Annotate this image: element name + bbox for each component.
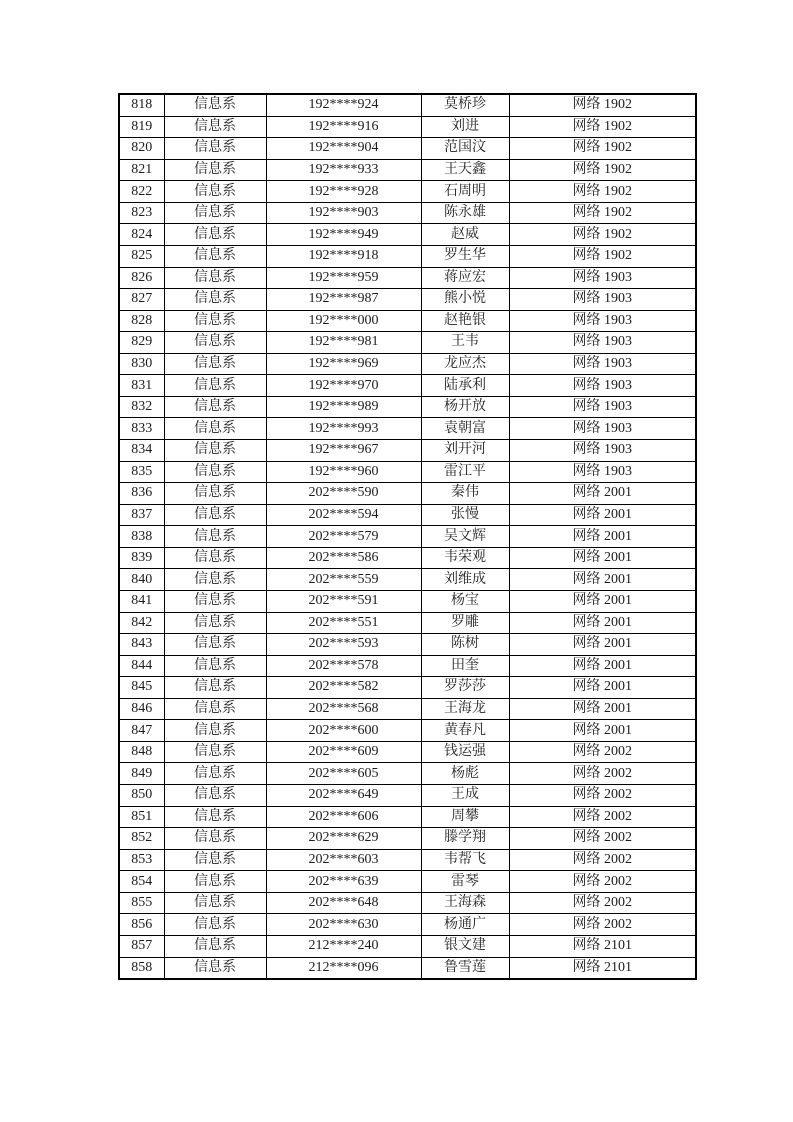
cell-class-name: 网络 1902 (509, 245, 696, 267)
cell-student-id: 192****916 (266, 116, 421, 138)
cell-class-name: 网络 2002 (509, 741, 696, 763)
cell-department: 信息系 (164, 634, 266, 656)
cell-class-name: 网络 1903 (509, 267, 696, 289)
table-row (119, 181, 696, 203)
cell-student-id: 192****970 (266, 375, 421, 397)
cell-department: 信息系 (164, 547, 266, 569)
cell-student-id: 192****918 (266, 245, 421, 267)
table-row (119, 741, 696, 763)
cell-row-number: 823 (119, 202, 164, 224)
table-row (119, 461, 696, 483)
table-row (119, 267, 696, 289)
table-row (119, 202, 696, 224)
cell-row-number: 848 (119, 741, 164, 763)
table-row (119, 892, 696, 914)
cell-class-name: 网络 1902 (509, 202, 696, 224)
cell-student-id: 192****949 (266, 224, 421, 246)
cell-row-number: 820 (119, 138, 164, 160)
cell-student-name: 王韦 (421, 332, 509, 354)
cell-row-number: 853 (119, 849, 164, 871)
cell-department: 信息系 (164, 677, 266, 699)
cell-class-name: 网络 1903 (509, 396, 696, 418)
cell-student-name: 韦帮飞 (421, 849, 509, 871)
cell-department: 信息系 (164, 224, 266, 246)
cell-department: 信息系 (164, 569, 266, 591)
cell-row-number: 855 (119, 892, 164, 914)
cell-department: 信息系 (164, 181, 266, 203)
cell-student-id: 192****903 (266, 202, 421, 224)
cell-class-name: 网络 1903 (509, 440, 696, 462)
table-row (119, 634, 696, 656)
cell-student-name: 杨开放 (421, 396, 509, 418)
cell-department: 信息系 (164, 849, 266, 871)
cell-student-id: 202****568 (266, 698, 421, 720)
cell-row-number: 829 (119, 332, 164, 354)
cell-student-name: 田奎 (421, 655, 509, 677)
cell-class-name: 网络 1903 (509, 461, 696, 483)
cell-student-id: 202****586 (266, 547, 421, 569)
cell-student-id: 202****629 (266, 828, 421, 850)
cell-class-name: 网络 2001 (509, 698, 696, 720)
cell-student-id: 202****630 (266, 914, 421, 936)
cell-row-number: 824 (119, 224, 164, 246)
cell-student-name: 银文建 (421, 935, 509, 957)
cell-student-name: 杨彪 (421, 763, 509, 785)
cell-student-name: 蒋应宏 (421, 267, 509, 289)
table-row (119, 806, 696, 828)
cell-class-name: 网络 1903 (509, 289, 696, 311)
cell-department: 信息系 (164, 202, 266, 224)
table-row (119, 957, 696, 979)
cell-student-name: 王海龙 (421, 698, 509, 720)
cell-row-number: 825 (119, 245, 164, 267)
table-row (119, 310, 696, 332)
cell-row-number: 856 (119, 914, 164, 936)
cell-student-id: 202****603 (266, 849, 421, 871)
cell-department: 信息系 (164, 871, 266, 893)
cell-department: 信息系 (164, 159, 266, 181)
table-row (119, 590, 696, 612)
cell-row-number: 843 (119, 634, 164, 656)
cell-row-number: 818 (119, 94, 164, 116)
cell-student-name: 陈树 (421, 634, 509, 656)
cell-student-name: 王天鑫 (421, 159, 509, 181)
cell-student-id: 192****993 (266, 418, 421, 440)
cell-student-name: 滕学翔 (421, 828, 509, 850)
cell-class-name: 网络 1902 (509, 94, 696, 116)
table-row (119, 569, 696, 591)
student-roster-table (118, 93, 697, 980)
cell-student-name: 杨宝 (421, 590, 509, 612)
cell-row-number: 836 (119, 483, 164, 505)
cell-department: 信息系 (164, 526, 266, 548)
table-row (119, 785, 696, 807)
cell-student-name: 吴文辉 (421, 526, 509, 548)
cell-student-id: 202****594 (266, 504, 421, 526)
cell-class-name: 网络 1903 (509, 353, 696, 375)
cell-student-name: 秦伟 (421, 483, 509, 505)
cell-class-name: 网络 1903 (509, 310, 696, 332)
cell-department: 信息系 (164, 741, 266, 763)
cell-student-id: 192****904 (266, 138, 421, 160)
table-row (119, 504, 696, 526)
cell-class-name: 网络 2101 (509, 957, 696, 979)
cell-department: 信息系 (164, 590, 266, 612)
cell-student-id: 202****590 (266, 483, 421, 505)
cell-student-id: 202****606 (266, 806, 421, 828)
cell-student-name: 袁朝富 (421, 418, 509, 440)
cell-row-number: 846 (119, 698, 164, 720)
cell-student-id: 202****578 (266, 655, 421, 677)
cell-department: 信息系 (164, 353, 266, 375)
cell-row-number: 841 (119, 590, 164, 612)
cell-department: 信息系 (164, 763, 266, 785)
table-row (119, 849, 696, 871)
table-row (119, 720, 696, 742)
cell-student-id: 192****987 (266, 289, 421, 311)
cell-department: 信息系 (164, 116, 266, 138)
table-row (119, 526, 696, 548)
cell-department: 信息系 (164, 957, 266, 979)
cell-student-id: 202****605 (266, 763, 421, 785)
cell-department: 信息系 (164, 461, 266, 483)
cell-row-number: 838 (119, 526, 164, 548)
cell-student-name: 钱运强 (421, 741, 509, 763)
cell-student-id: 202****649 (266, 785, 421, 807)
table-row (119, 245, 696, 267)
table-row (119, 94, 696, 116)
cell-department: 信息系 (164, 332, 266, 354)
table-row (119, 483, 696, 505)
cell-class-name: 网络 2002 (509, 806, 696, 828)
cell-department: 信息系 (164, 828, 266, 850)
cell-student-name: 赵艳银 (421, 310, 509, 332)
cell-student-id: 192****928 (266, 181, 421, 203)
cell-class-name: 网络 2001 (509, 526, 696, 548)
cell-student-name: 鲁雪莲 (421, 957, 509, 979)
cell-student-name: 黄春凡 (421, 720, 509, 742)
cell-row-number: 834 (119, 440, 164, 462)
cell-row-number: 849 (119, 763, 164, 785)
cell-class-name: 网络 2002 (509, 892, 696, 914)
cell-class-name: 网络 2001 (509, 655, 696, 677)
cell-row-number: 830 (119, 353, 164, 375)
cell-row-number: 845 (119, 677, 164, 699)
cell-student-name: 刘进 (421, 116, 509, 138)
table-row (119, 547, 696, 569)
table-row (119, 138, 696, 160)
cell-department: 信息系 (164, 483, 266, 505)
cell-student-id: 202****593 (266, 634, 421, 656)
cell-row-number: 840 (119, 569, 164, 591)
cell-student-id: 202****591 (266, 590, 421, 612)
cell-department: 信息系 (164, 440, 266, 462)
table-row (119, 935, 696, 957)
table-row (119, 332, 696, 354)
cell-student-id: 192****924 (266, 94, 421, 116)
cell-row-number: 852 (119, 828, 164, 850)
cell-row-number: 835 (119, 461, 164, 483)
cell-student-name: 石周明 (421, 181, 509, 203)
cell-student-id: 192****933 (266, 159, 421, 181)
cell-row-number: 851 (119, 806, 164, 828)
cell-class-name: 网络 2001 (509, 677, 696, 699)
cell-class-name: 网络 1903 (509, 375, 696, 397)
cell-student-id: 192****000 (266, 310, 421, 332)
cell-class-name: 网络 2001 (509, 612, 696, 634)
cell-student-name: 罗莎莎 (421, 677, 509, 699)
cell-department: 信息系 (164, 892, 266, 914)
cell-class-name: 网络 2001 (509, 483, 696, 505)
cell-class-name: 网络 2001 (509, 720, 696, 742)
cell-row-number: 857 (119, 935, 164, 957)
table-row (119, 828, 696, 850)
cell-student-id: 192****981 (266, 332, 421, 354)
table-row (119, 224, 696, 246)
table-row (119, 763, 696, 785)
table-row (119, 375, 696, 397)
cell-student-name: 赵威 (421, 224, 509, 246)
cell-class-name: 网络 1903 (509, 418, 696, 440)
cell-student-id: 192****960 (266, 461, 421, 483)
cell-row-number: 854 (119, 871, 164, 893)
cell-student-id: 212****240 (266, 935, 421, 957)
cell-class-name: 网络 1902 (509, 138, 696, 160)
table-row (119, 655, 696, 677)
cell-class-name: 网络 2001 (509, 504, 696, 526)
cell-department: 信息系 (164, 267, 266, 289)
cell-class-name: 网络 2002 (509, 828, 696, 850)
cell-row-number: 839 (119, 547, 164, 569)
cell-student-name: 张慢 (421, 504, 509, 526)
cell-student-name: 莫桥珍 (421, 94, 509, 116)
cell-student-name: 雷江平 (421, 461, 509, 483)
cell-student-name: 韦荣观 (421, 547, 509, 569)
cell-row-number: 850 (119, 785, 164, 807)
cell-row-number: 831 (119, 375, 164, 397)
roster-table-body (119, 94, 696, 979)
table-row (119, 677, 696, 699)
cell-student-id: 202****609 (266, 741, 421, 763)
cell-class-name: 网络 2101 (509, 935, 696, 957)
cell-student-id: 202****579 (266, 526, 421, 548)
cell-class-name: 网络 2002 (509, 785, 696, 807)
cell-student-name: 王成 (421, 785, 509, 807)
cell-class-name: 网络 1902 (509, 116, 696, 138)
cell-student-name: 罗雕 (421, 612, 509, 634)
cell-student-id: 192****959 (266, 267, 421, 289)
cell-department: 信息系 (164, 396, 266, 418)
cell-row-number: 828 (119, 310, 164, 332)
cell-row-number: 858 (119, 957, 164, 979)
table-row (119, 418, 696, 440)
cell-student-name: 范国汶 (421, 138, 509, 160)
table-row (119, 396, 696, 418)
table-row (119, 116, 696, 138)
cell-row-number: 827 (119, 289, 164, 311)
cell-class-name: 网络 2001 (509, 590, 696, 612)
table-row (119, 871, 696, 893)
cell-department: 信息系 (164, 94, 266, 116)
cell-department: 信息系 (164, 698, 266, 720)
cell-class-name: 网络 2002 (509, 763, 696, 785)
cell-student-name: 周攀 (421, 806, 509, 828)
cell-department: 信息系 (164, 375, 266, 397)
cell-class-name: 网络 1903 (509, 332, 696, 354)
cell-student-id: 202****648 (266, 892, 421, 914)
cell-department: 信息系 (164, 289, 266, 311)
cell-row-number: 833 (119, 418, 164, 440)
cell-class-name: 网络 2001 (509, 634, 696, 656)
cell-student-id: 202****559 (266, 569, 421, 591)
table-row (119, 159, 696, 181)
cell-department: 信息系 (164, 310, 266, 332)
cell-class-name: 网络 2001 (509, 547, 696, 569)
cell-department: 信息系 (164, 504, 266, 526)
table-row (119, 353, 696, 375)
cell-row-number: 819 (119, 116, 164, 138)
cell-class-name: 网络 2002 (509, 849, 696, 871)
cell-department: 信息系 (164, 418, 266, 440)
cell-row-number: 844 (119, 655, 164, 677)
cell-department: 信息系 (164, 785, 266, 807)
cell-department: 信息系 (164, 935, 266, 957)
cell-row-number: 847 (119, 720, 164, 742)
cell-student-name: 龙应杰 (421, 353, 509, 375)
cell-row-number: 837 (119, 504, 164, 526)
cell-student-id: 192****969 (266, 353, 421, 375)
table-row (119, 289, 696, 311)
cell-student-name: 陆承利 (421, 375, 509, 397)
cell-student-name: 杨通广 (421, 914, 509, 936)
cell-department: 信息系 (164, 245, 266, 267)
cell-student-name: 雷琴 (421, 871, 509, 893)
table-row (119, 698, 696, 720)
cell-department: 信息系 (164, 914, 266, 936)
cell-class-name: 网络 1902 (509, 159, 696, 181)
cell-student-name: 熊小悦 (421, 289, 509, 311)
cell-row-number: 821 (119, 159, 164, 181)
cell-student-name: 罗生华 (421, 245, 509, 267)
cell-department: 信息系 (164, 720, 266, 742)
cell-row-number: 826 (119, 267, 164, 289)
cell-student-name: 陈永雄 (421, 202, 509, 224)
cell-student-id: 192****967 (266, 440, 421, 462)
cell-department: 信息系 (164, 138, 266, 160)
cell-row-number: 842 (119, 612, 164, 634)
cell-student-name: 刘维成 (421, 569, 509, 591)
table-row (119, 440, 696, 462)
cell-student-id: 192****989 (266, 396, 421, 418)
cell-row-number: 832 (119, 396, 164, 418)
cell-student-id: 202****600 (266, 720, 421, 742)
cell-class-name: 网络 2002 (509, 871, 696, 893)
cell-department: 信息系 (164, 806, 266, 828)
cell-class-name: 网络 2002 (509, 914, 696, 936)
cell-student-id: 202****639 (266, 871, 421, 893)
cell-class-name: 网络 1902 (509, 181, 696, 203)
table-row (119, 914, 696, 936)
cell-student-name: 王海森 (421, 892, 509, 914)
cell-student-name: 刘开河 (421, 440, 509, 462)
cell-department: 信息系 (164, 612, 266, 634)
cell-student-id: 202****551 (266, 612, 421, 634)
cell-student-id: 202****582 (266, 677, 421, 699)
cell-class-name: 网络 1902 (509, 224, 696, 246)
cell-class-name: 网络 2001 (509, 569, 696, 591)
cell-department: 信息系 (164, 655, 266, 677)
table-row (119, 612, 696, 634)
cell-student-id: 212****096 (266, 957, 421, 979)
cell-row-number: 822 (119, 181, 164, 203)
